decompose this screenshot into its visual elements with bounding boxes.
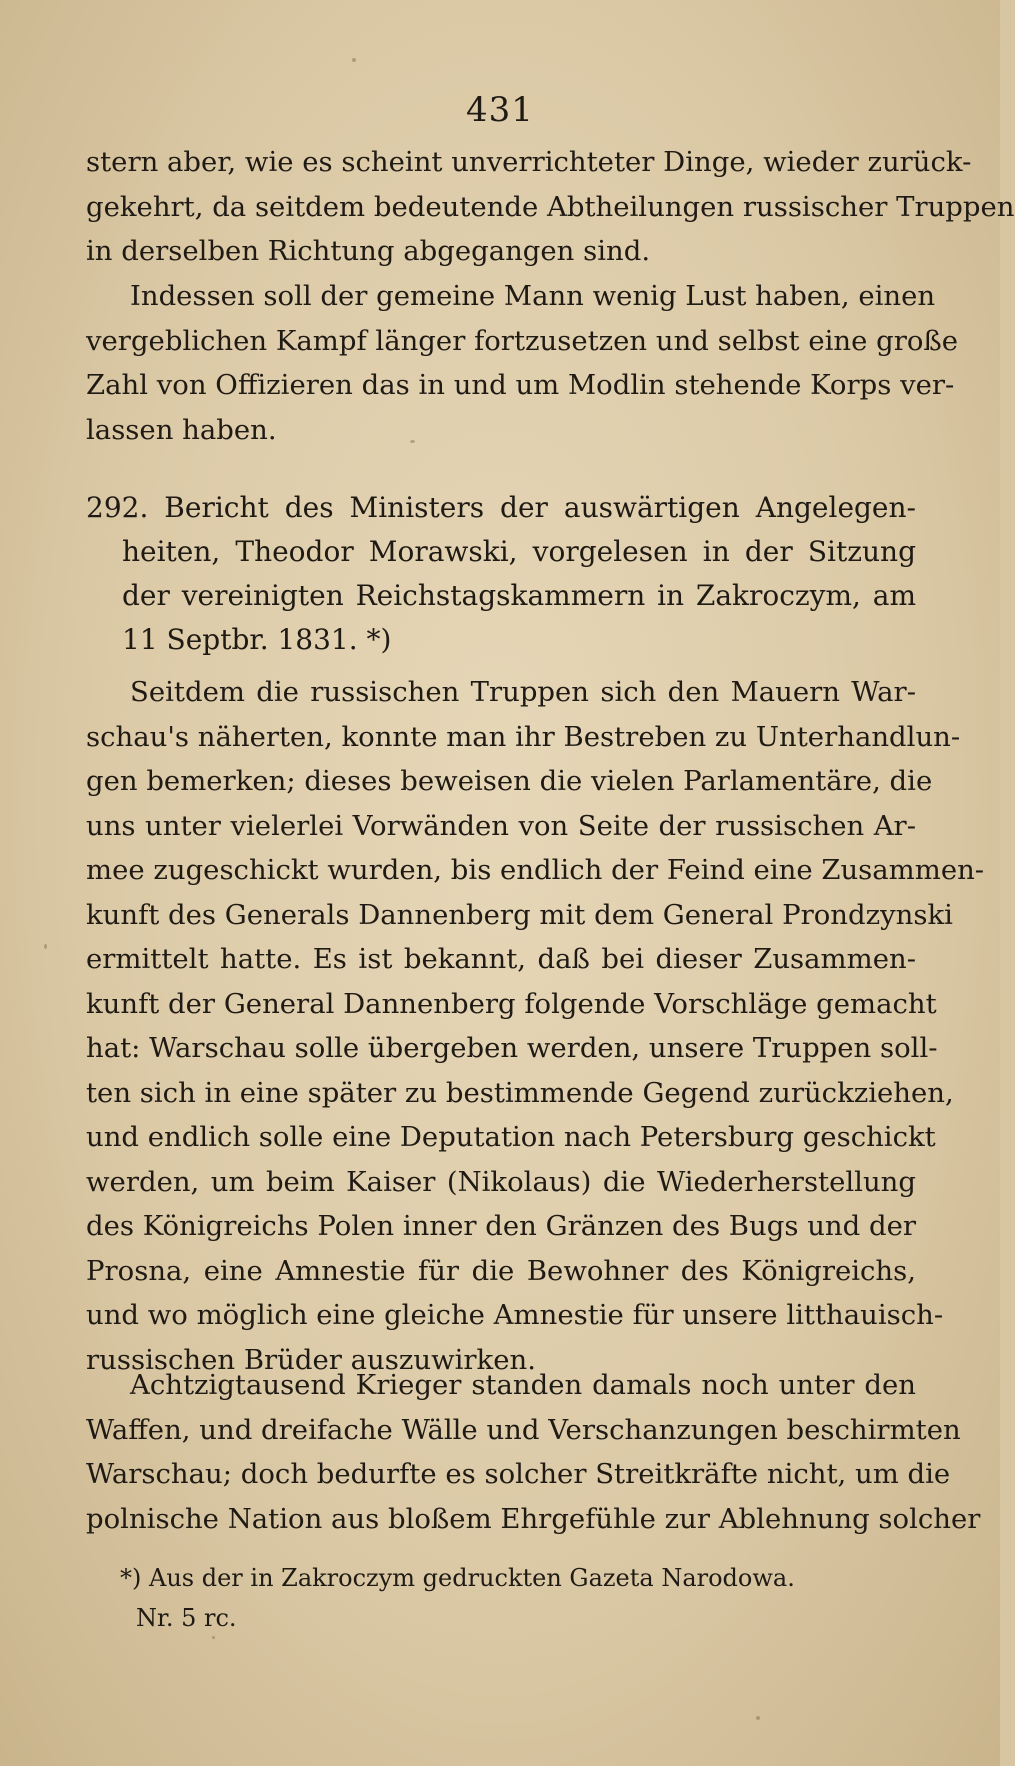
text-line: uns unter vielerlei Vorwänden von Seite der russischen Ar-: [86, 809, 916, 842]
text-line: ermittelt hatte. Es ist bekannt, daß bei dieser Zusammen-: [86, 943, 916, 975]
text-line: Indessen soll der gemeine Mann wenig Lust haben, einen: [130, 280, 936, 312]
heading-line: heiten, Theodor Morawski, vorgelesen in der Sitzung: [122, 535, 916, 568]
paper-speck: [212, 1636, 215, 1639]
text-line: des Königreichs Polen inner den Gränzen des Bugs und der: [86, 1210, 916, 1242]
text-line: polnische Nation aus bloßem Ehrgefühle zur Ablehnung solcher: [86, 1502, 981, 1535]
heading-line: der vereinigten Reichstagskammern in Zakroczym, am: [122, 579, 916, 612]
second-paragraph: [86, 274, 959, 452]
text-line: russischen Brüder auszuwirken.: [86, 1343, 536, 1376]
heading-line: 292. Bericht des Ministers der auswärtigen Angelegen-: [86, 491, 916, 524]
text-line: kunft des Generals Dannenberg mit dem General Prondzynski: [86, 898, 953, 931]
footnote: [120, 1558, 920, 1638]
page-number: 431: [466, 90, 534, 130]
text-line: ten sich in eine später zu bestimmende Gegend zurückziehen,: [86, 1076, 954, 1109]
text-line: vergeblichen Kampf länger fortzusetzen und selbst eine große: [86, 324, 959, 357]
text-line: lassen haben.: [86, 413, 277, 446]
text-line: kunft der General Dannenberg folgende Vorschläge gemacht: [86, 987, 937, 1020]
text-line: hat: Warschau solle übergeben werden, unsere Truppen soll-: [86, 1032, 938, 1064]
footnote-line: Nr. 5 rc.: [136, 1604, 237, 1632]
paper-speck: [756, 1716, 760, 1720]
text-line: in derselben Richtung abgegangen sind.: [86, 235, 651, 267]
heading-line: 11 Septbr. 1831. *): [122, 623, 392, 656]
text-line: Achtzigtausend Krieger standen damals noch unter den: [130, 1369, 916, 1401]
paper-speck: [352, 58, 356, 62]
footnote-line: *) Aus der in Zakroczym gedruckten Gazeta Narodowa.: [120, 1564, 795, 1592]
paper-speck: [44, 944, 47, 949]
paper-speck: [410, 440, 415, 443]
text-line: stern aber, wie es scheint unverrichteter Dinge, wieder zurück-: [86, 146, 972, 178]
top-paragraph: [86, 140, 1015, 274]
body-paragraph: [86, 1363, 981, 1541]
text-line: Waffen, und dreifache Wälle und Verschanzungen beschirmten: [86, 1413, 961, 1446]
text-line: Seitdem die russischen Truppen sich den Mauern War-: [130, 676, 916, 708]
text-line: werden, um beim Kaiser (Nikolaus) die Wiederherstellung: [86, 1165, 916, 1198]
text-line: und wo möglich eine gleiche Amnestie für unsere litthauisch-: [86, 1299, 944, 1331]
text-line: gen bemerken; dieses beweisen die vielen Parlamentäre, die: [86, 765, 933, 797]
text-line: schau's näherten, konnte man ihr Bestreben zu Unterhandlun-: [86, 720, 961, 753]
text-line: Zahl von Offizieren das in und um Modlin stehende Korps ver-: [86, 369, 955, 401]
text-line: mee zugeschickt wurden, bis endlich der Feind eine Zusammen-: [86, 854, 985, 886]
text-line: Warschau; doch bedurfte es solcher Streitkräfte nicht, um die: [86, 1458, 951, 1490]
section-heading: [86, 486, 916, 662]
text-line: Prosna, eine Amnestie für die Bewohner des Königreichs,: [86, 1254, 916, 1287]
text-line: gekehrt, da seitdem bedeutende Abtheilungen russischer Truppen: [86, 190, 1015, 223]
body-paragraph: [86, 670, 985, 1382]
text-line: und endlich solle eine Deputation nach Petersburg geschickt: [86, 1121, 936, 1153]
